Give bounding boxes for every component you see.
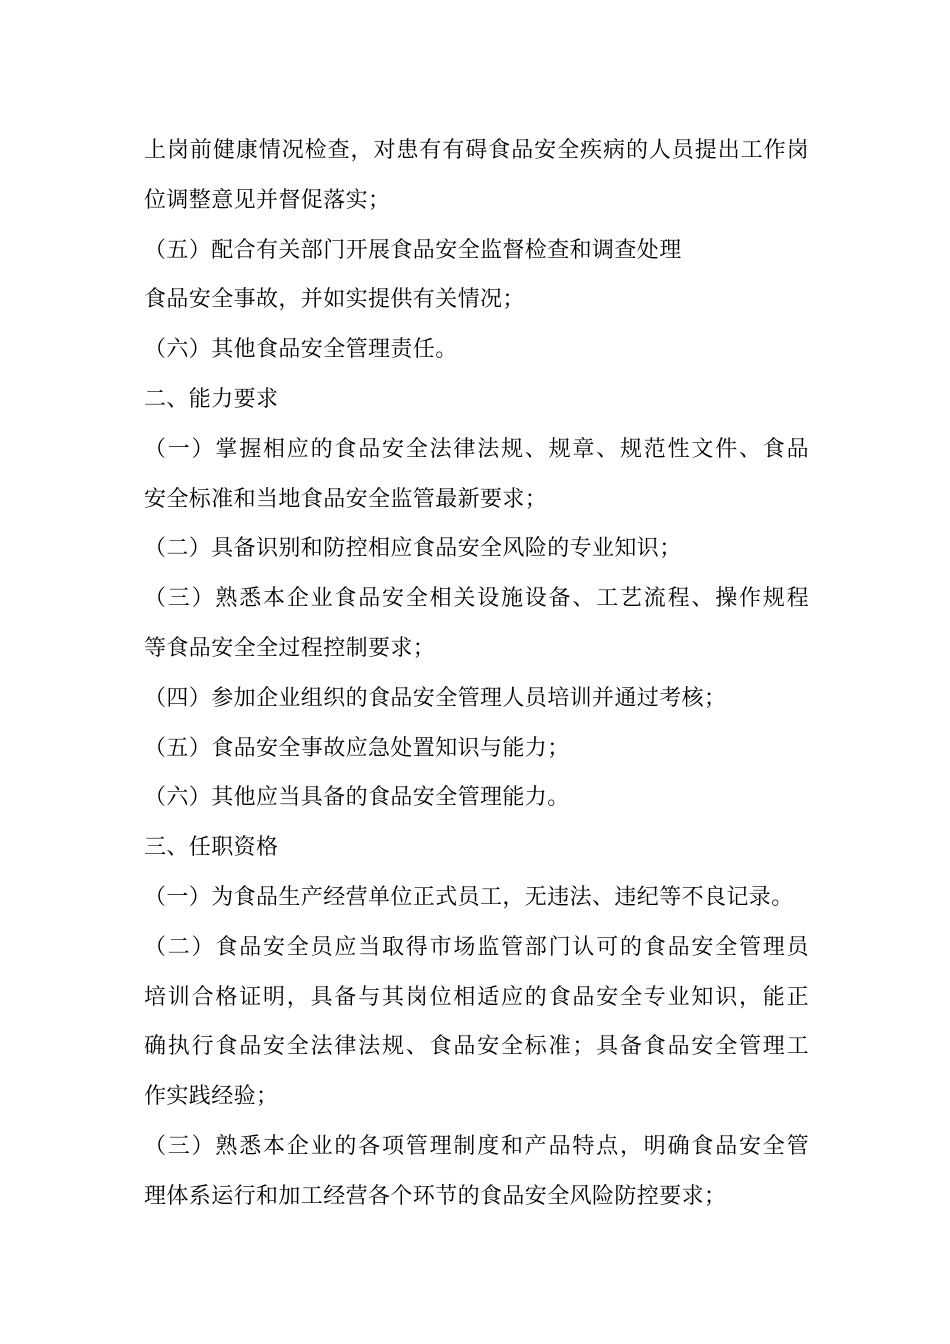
body-line: 确执行食品安全法律法规、食品安全标准；具备食品安全管理工: [144, 1034, 809, 1060]
body-line: 培训合格证明，具备与其岗位相适应的食品安全专业知识，能正: [144, 984, 809, 1010]
body-line: （五）食品安全事故应急处置知识与能力；: [144, 735, 570, 761]
body-line: 等食品安全全过程控制要求；: [144, 635, 436, 661]
body-line: （六）其他食品安全管理责任。: [144, 337, 458, 363]
body-line: （二）食品安全员应当取得市场监管部门认可的食品安全管理员: [144, 934, 809, 960]
section-heading: 三、任职资格: [144, 835, 279, 861]
body-line: （一）掌握相应的食品安全法律法规、规章、规范性文件、食品: [144, 436, 809, 462]
body-line: 位调整意见并督促落实；: [144, 187, 391, 213]
body-line: 食品安全事故，并如实提供有关情况；: [144, 287, 525, 313]
body-line: 上岗前健康情况检查，对患有有碍食品安全疾病的人员提出工作岗: [144, 138, 809, 163]
body-line: （四）参加企业组织的食品安全管理人员培训并通过考核；: [144, 685, 727, 711]
body-line: （六）其他应当具备的食品安全管理能力。: [144, 785, 570, 811]
body-line: （三）熟悉本企业食品安全相关设施设备、工艺流程、操作规程: [144, 586, 809, 612]
body-line: （一）为食品生产经营单位正式员工，无违法、违纪等不良记录。: [144, 884, 794, 910]
body-line: （二）具备识别和防控相应食品安全风险的专业知识；: [144, 536, 682, 562]
section-heading: 二、能力要求: [144, 386, 279, 412]
body-line: 理体系运行和加工经营各个环节的食品安全风险防控要求；: [144, 1183, 727, 1209]
document-body: [144, 126, 809, 1222]
body-line: 安全标准和当地食品安全监管最新要求；: [144, 486, 548, 512]
body-line: （五）配合有关部门开展食品安全监督检查和调查处理: [144, 237, 682, 263]
body-line: 作实践经验；: [144, 1084, 279, 1110]
body-line: （三）熟悉本企业的各项管理制度和产品特点，明确食品安全管: [144, 1133, 809, 1159]
